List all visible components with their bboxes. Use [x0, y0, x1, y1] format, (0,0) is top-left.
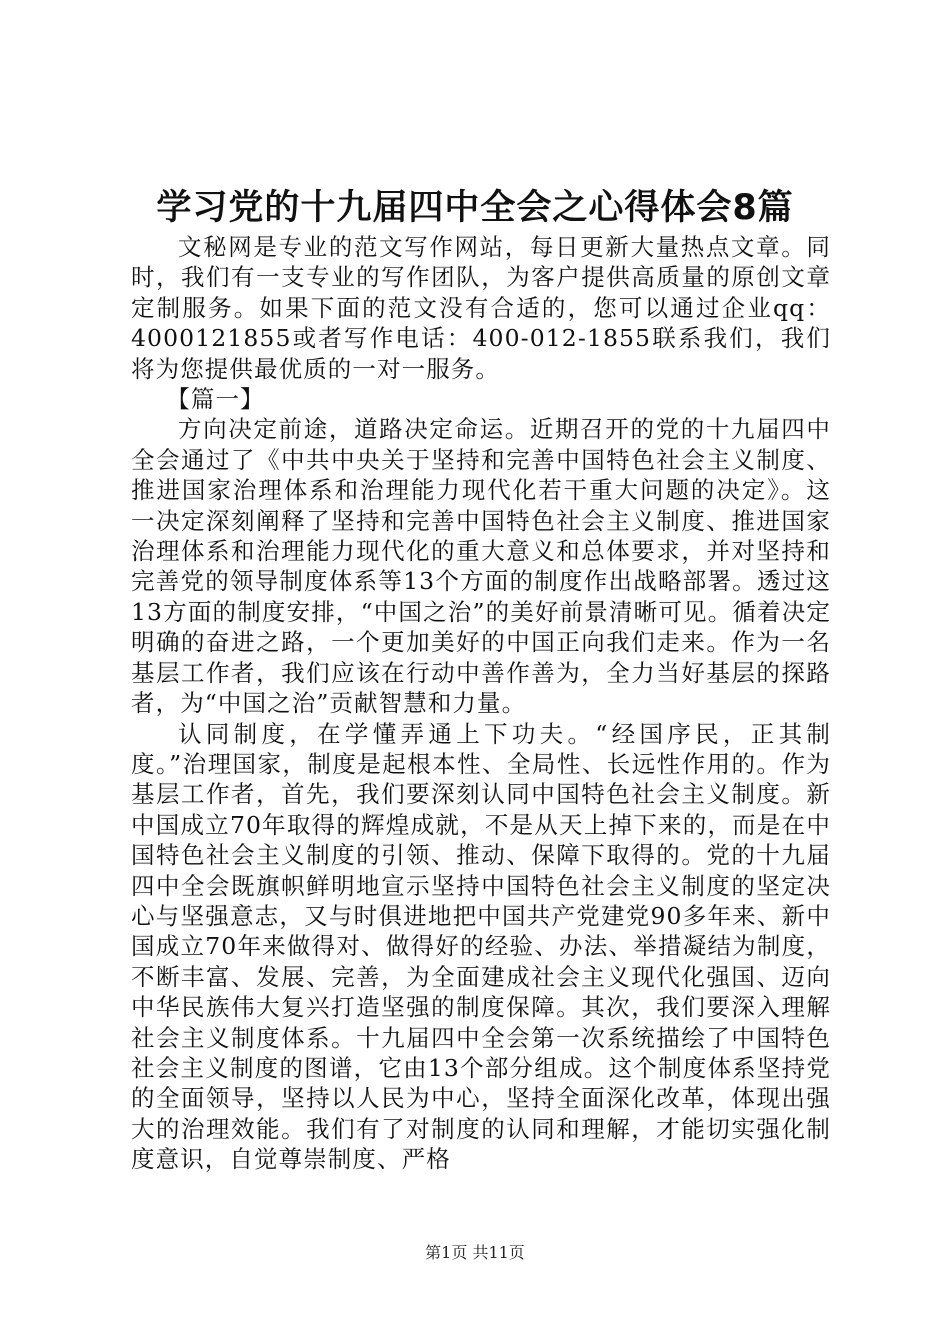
document-title: 学习党的十九届四中全会之心得体会8篇	[156, 188, 794, 228]
body-paragraph-2: 认同制度，在学懂弄通上下功夫。“经国序民，正其制度。”治理国家，制度是起根本性、全局性、长远性作用的。作为基层工作者，首先，我们要深刻认同中国特色社会主义制度。新中国成立70年取得的辉煌成就，不是从天上掉下来的，而是在中国特色社会主义制度的引领、推动、保障下取得的。党的十九届四中全会既旗帜鲜明地宣示坚持中国特色社会主义制度的坚定决心与坚强意志，又与时俱进地把中国共产党建党90多年来、新中国成立70年来做得对、做得好的经验、办法、举措凝结为制度，不断丰富、发展、完善，为全面建成社会主义现代化强国、迈向中华民族伟大复兴打造坚强的制度保障。其次，我们要深入理解社会主义制度体系。十九届四中全会第一次系统描绘了中国特色社会主义制度的图谱，它由13个部分组成。这个制度体系坚持党的全面领导，坚持以人民为中心，坚持全面深化改革，体现出强大的治理效能。我们有了对制度的认同和理解，才能切实强化制度意识，自觉尊崇制度、严格	[131, 719, 831, 1174]
page-footer: 第1页 共11页	[425, 1243, 525, 1262]
document-body	[131, 232, 831, 1175]
intro-paragraph: 文秘网是专业的范文写作网站，每日更新大量热点文章。同时，我们有一支专业的写作团队，为客户提供高质量的原创文章定制服务。如果下面的范文没有合适的，您可以通过企业qq：4000121855或者写作电话：400-012-1855联系我们，我们将为您提供最优质的一对一服务。	[131, 233, 831, 383]
section-heading: 【篇一】	[166, 385, 265, 414]
body-paragraph-1: 方向决定前途，道路决定命运。近期召开的党的十九届四中全会通过了《中共中央关于坚持和完善中国特色社会主义制度、推进国家治理体系和治理能力现代化若干重大问题的决定》。这一决定深刻阐释了坚持和完善中国特色社会主义制度、推进国家治理体系和治理能力现代化的重大意义和总体要求，并对坚持和完善党的领导制度体系等13个方面的制度作出战略部署。透过这13方面的制度安排，“中国之治”的美好前景清晰可见。循着决定明确的奋进之路，一个更加美好的中国正向我们走来。作为一名基层工作者，我们应该在行动中善作善为，全力当好基层的探路者，为“中国之治”贡献智慧和力量。	[131, 415, 831, 718]
